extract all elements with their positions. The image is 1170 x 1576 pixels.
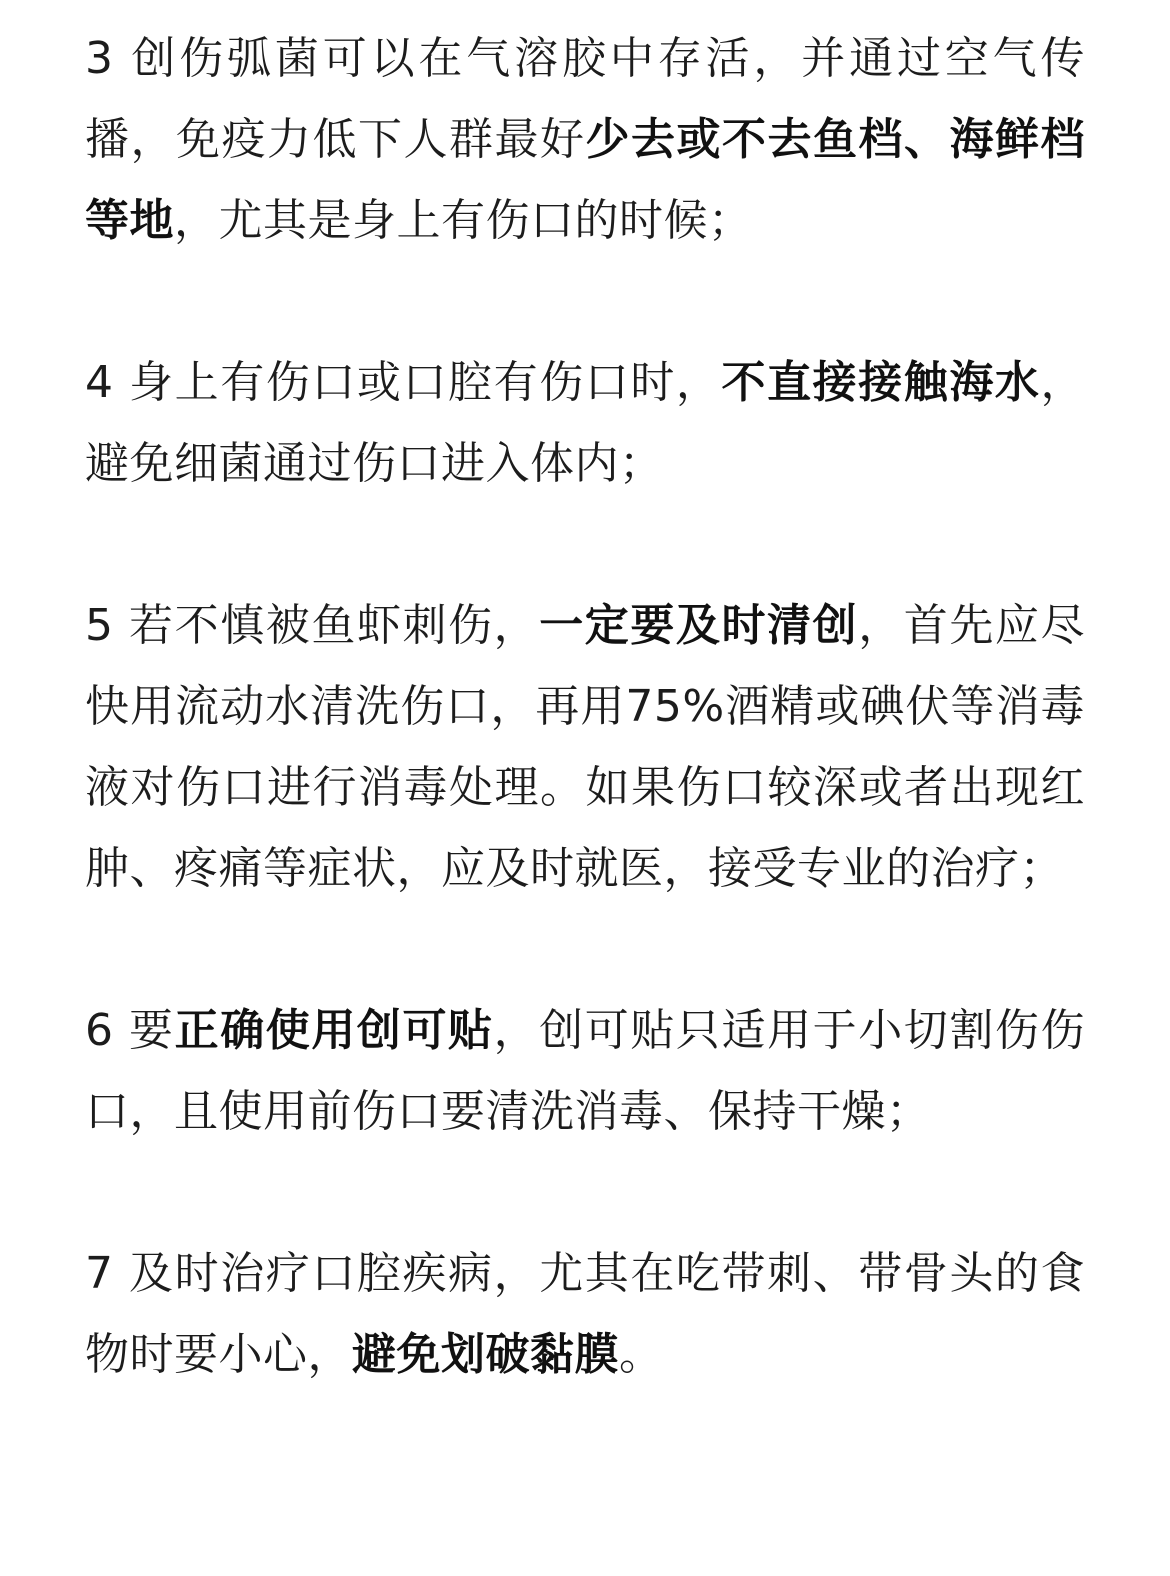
- paragraph-text: ，尤其是身上有伤口的时候；: [174, 195, 753, 246]
- paragraph-text: ，避免细菌通过伤口进入体内；: [85, 357, 1086, 489]
- emphasis-text: 少去或不去鱼档、海鲜档等地: [85, 114, 1085, 246]
- emphasis-text: 避免划破黏膜: [352, 1329, 619, 1380]
- paragraph-text: 7 及时治疗口腔疾病，尤其在吃带刺、带骨头的食物时要小心，: [85, 1248, 1085, 1380]
- paragraph-text: ，创可贴只适用于小切割伤伤口，且使用前伤口要清洗消毒、保持干燥；: [85, 1005, 1086, 1137]
- article-body: [85, 18, 1085, 1395]
- tip-paragraph-6: [85, 990, 1085, 1152]
- paragraph-text: ，首先应尽快用流动水清洗伤口，再用75%酒精或碘伏等消毒液对伤口进行消毒处理。如果伤口较深或者出现红肿、疼痛等症状，应及时就医，接受专业的治疗；: [85, 600, 1086, 894]
- tip-paragraph-3: [85, 18, 1085, 261]
- emphasis-text: 一定要及时清创: [539, 600, 859, 651]
- paragraph-text: 3 创伤弧菌可以在气溶胶中存活，并通过空气传播，免疫力低下人群最好: [85, 33, 1085, 165]
- tip-paragraph-5: [85, 585, 1085, 909]
- tip-paragraph-7: [85, 1233, 1085, 1395]
- paragraph-text: 4 身上有伤口或口腔有伤口时，: [85, 357, 722, 408]
- emphasis-text: 正确使用创可贴: [174, 1005, 494, 1056]
- paragraph-text: 5 若不慎被鱼虾刺伤，: [85, 600, 540, 651]
- paragraph-text: 。: [619, 1329, 664, 1380]
- paragraph-text: 6 要: [85, 1005, 175, 1056]
- tip-paragraph-4: [85, 342, 1085, 504]
- emphasis-text: 不直接接触海水: [721, 357, 1041, 408]
